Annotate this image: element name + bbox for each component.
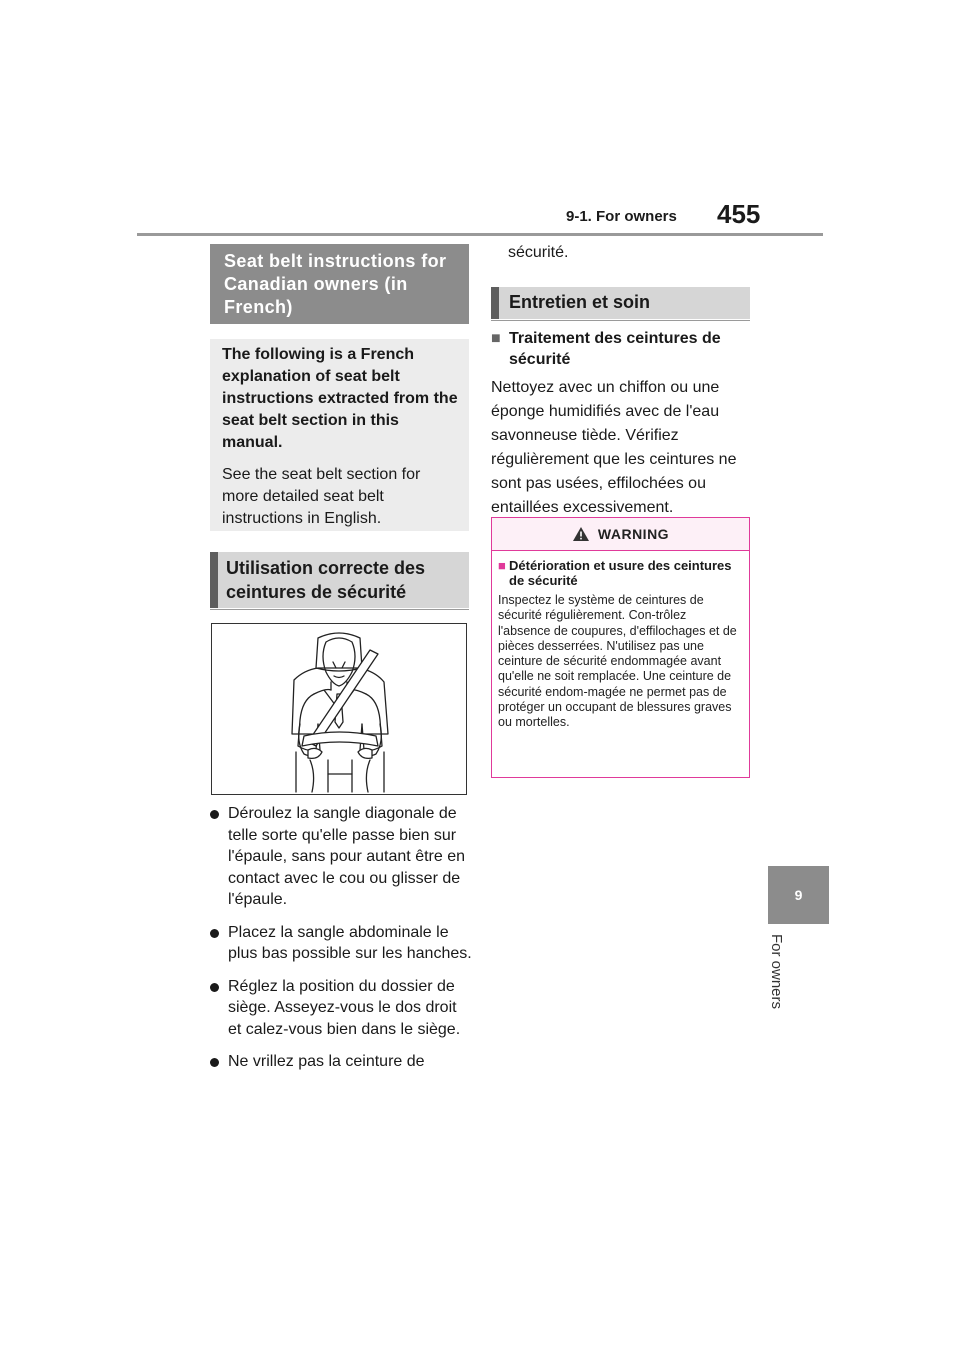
- subheading-text: Traitement des ceintures de sécurité: [509, 330, 721, 368]
- list-item-text: Placez la sangle abdominale le plus bas possible sur les hanches.: [228, 923, 472, 962]
- warning-title: WARNING: [597, 526, 670, 542]
- list-item-text: Déroulez la sangle diagonale de telle sorte qu'elle passe bien sur l'épaule, sans pour autant être en contact avec le cou ou glisser de l'épaule.: [228, 805, 465, 908]
- warning-triangle-icon: [572, 526, 590, 542]
- seatbelt-illustration: [211, 623, 467, 795]
- warning-subheading: [492, 551, 749, 588]
- bullet-icon: [210, 983, 219, 992]
- section-title: 9-1. For owners: [566, 208, 677, 225]
- chapter-label-text: For owners: [768, 934, 785, 1010]
- care-paragraph: Nettoyez avec un chiffon ou une éponge humidifiés avec de l'eau savonneuse tiède. Vérifiez régulièrement que les ceintures ne sont pas usées, effilochées ou entaillées excessivement.: [491, 379, 737, 516]
- intro-box: [210, 339, 469, 531]
- section-heading-usage-text: Utilisation correcte des ceintures de sécurité: [226, 558, 426, 602]
- bullet-icon: [210, 929, 219, 938]
- header-rule: [137, 233, 823, 236]
- list-item: [210, 922, 472, 965]
- chapter-number: 9: [794, 887, 803, 903]
- warning-box: [491, 517, 750, 778]
- warning-body: Inspectez le système de ceintures de sécurité régulièrement. Con-trôlez l'absence de coupures, d'effilochages et de pièces desserrées. N'utilisez pas une ceinture de sécurité endommagée avant qu'elle ne soit remplacée. Une ceinture de sécurité endom-magée ne permet pas de protéger un occupant de blessures graves ou mortelles.: [498, 593, 737, 730]
- list-item-text: Réglez la position du dossier de siège. Asseyez-vous le dos droit et calez-vous bien dans le siège.: [228, 977, 461, 1038]
- page-title-box: [210, 244, 469, 324]
- square-bullet-icon: ■: [491, 330, 501, 347]
- subheading-belt-care: [491, 328, 753, 370]
- chapter-label: [768, 934, 790, 1024]
- section-heading-care: [491, 287, 750, 319]
- warning-subheading-text: Détérioration et usure des ceintures de sécurité: [509, 558, 732, 588]
- warning-header: [492, 518, 749, 551]
- list-item-text: Ne vrillez pas la ceinture de: [228, 1053, 425, 1070]
- intro-bold: The following is a French explanation of seat belt instructions extracted from the seat belt section in this manual.: [222, 346, 458, 451]
- square-bullet-icon: ■: [498, 558, 506, 573]
- intro-normal: See the seat belt section for more detailed seat belt instructions in English.: [222, 466, 421, 527]
- continuation-text: sécurité.: [508, 244, 569, 261]
- page-number: 455: [717, 199, 761, 229]
- bullet-icon: [210, 810, 219, 819]
- section-heading-usage: [210, 552, 469, 608]
- list-item: [210, 976, 472, 1041]
- chapter-tab: [768, 866, 829, 924]
- list-item: [210, 803, 472, 911]
- section-heading-care-text: Entretien et soin: [509, 292, 651, 312]
- bullet-icon: [210, 1058, 219, 1067]
- page-title: Seat belt instructions for Canadian owners (in French): [224, 251, 447, 317]
- list-item: [210, 1051, 472, 1073]
- instruction-list: [210, 803, 472, 1084]
